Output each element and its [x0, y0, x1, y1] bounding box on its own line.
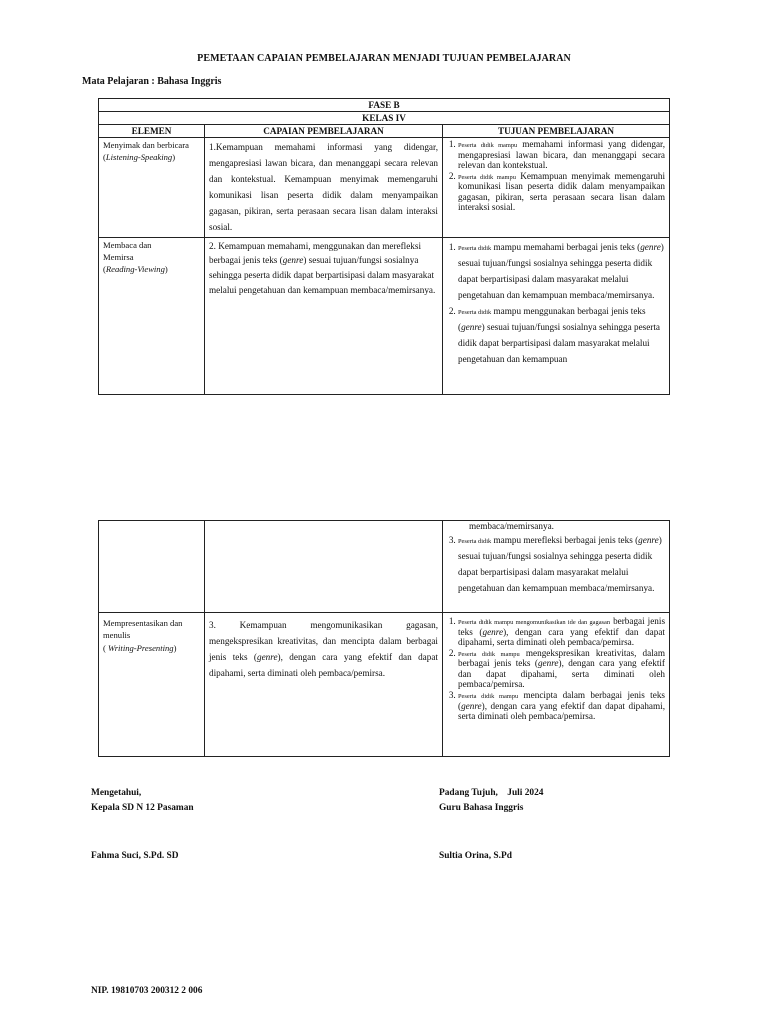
- principal-nip: NIP. 19810703 200312 2 006: [91, 986, 203, 996]
- element-name: Membaca dan: [103, 239, 152, 250]
- list-item: 2. Peserta didik mampu mengekspresikan kreativitas, dalam berbagai jenis teks (genre), dengan cara yang efektif dan dapat dipahami, serta diminati oleh pembaca/pemirsa.: [458, 648, 665, 690]
- phase-row: [99, 99, 670, 112]
- tujuan-cell: [443, 237, 670, 394]
- element-name-2: menulis: [103, 630, 131, 641]
- tujuan-list: [447, 239, 665, 368]
- teacher-role: Guru Bahasa Inggris: [439, 803, 524, 813]
- element-english: (Reading-Viewing): [103, 264, 168, 275]
- phase-cell: FASE B: [99, 99, 670, 112]
- header-tujuan: TUJUAN PEMBELAJARAN: [443, 125, 670, 138]
- acknowledged-label: Mengetahui,: [91, 788, 142, 798]
- capaian-cell: 3. Kemampuan mengomunikasikan gagasan, mengekspresikan kreativitas, dan mencipta dalam berbagai jenis teks (genre), dengan cara yang efektif dan dapat dipahami, serta diminati oleh pembaca/pemirsa.: [205, 613, 443, 757]
- list-item: 1. Peserta didik mampu mengomunikasikan ide dan gagasan berbagai jenis teks (genre), dengan cara yang efektif dan dapat dipahami, serta diminati oleh pembaca/pemirsa.: [458, 616, 665, 648]
- table-row: [99, 237, 670, 394]
- list-item: 3. Peserta didik mampu mencipta dalam berbagai jenis teks (genre), dengan cara yang efektif dan dapat dipahami, serta diminati oleh pembaca/pemirsa.: [458, 690, 665, 722]
- grade-row: [99, 112, 670, 125]
- tujuan-cell: [443, 521, 670, 613]
- header-row: [99, 125, 670, 138]
- capaian-cell-empty: [205, 521, 443, 613]
- subject-label: Mata Pelajaran : Bahasa Inggris: [82, 76, 222, 87]
- capaian-cell: 2. Kemampuan memahami, menggunakan dan merefleksi berbagai jenis teks (genre) sesuai tujuan/fungsi sosialnya sehingga peserta didik dapat berpartisipasi dalam masyarakat melalui pengetahuan dan kemampuan membaca/memirsanya.: [205, 237, 443, 394]
- list-item: 1. Peserta didik mampu memahami informasi yang didengar, mengapresiasi lawan bicara, dan menanggapi secara relevan dan kontekstual.: [458, 139, 665, 171]
- element-name-2: Memirsa: [103, 252, 134, 263]
- header-elemen: ELEMEN: [99, 125, 205, 138]
- element-cell-empty: [99, 521, 205, 613]
- tujuan-cell: [443, 138, 670, 238]
- tujuan-list: [447, 616, 665, 722]
- header-capaian: CAPAIAN PEMBELAJARAN: [205, 125, 443, 138]
- table-row: [99, 613, 670, 757]
- tujuan-cell: [443, 613, 670, 757]
- capaian-cell: 1.Kemampuan memahami informasi yang didengar, mengapresiasi lawan bicara, dan menanggapi secara relevan dan kontekstual. Kemampuan menyimak memengaruhi komunikasi lisan peserta didik dalam menyampaikan gagasan, pikiran, serta perasaan secara lisan dalam interaksi sosial.: [205, 138, 443, 238]
- tujuan-list: [447, 532, 665, 596]
- document-title: PEMETAAN CAPAIAN PEMBELAJARAN MENJADI TUJUAN PEMBELAJARAN: [197, 53, 571, 64]
- list-item: 2. Peserta didik mampu menggunakan berbagai jenis teks (genre) sesuai tujuan/fungsi sosialnya sehingga peserta didik dapat berpartisipasi dalam masyarakat melalui pengetahuan dan kemampuan: [458, 303, 665, 367]
- table-row: [99, 521, 670, 613]
- list-item: 3. Peserta didik mampu merefleksi berbagai jenis teks (genre) sesuai tujuan/fungsi sosialnya sehingga peserta didik dapat berpartisipasi dalam masyarakat melalui pengetahuan dan kemampuan membaca/memirsanya.: [458, 532, 665, 596]
- tujuan-list: [447, 139, 665, 213]
- table-row: [99, 138, 670, 238]
- element-name: Menyimak dan berbicara: [103, 140, 189, 150]
- principal-role: Kepala SD N 12 Pasaman: [91, 803, 194, 813]
- element-cell: [99, 237, 205, 394]
- list-item: 1. Peserta didik mampu memahami berbagai jenis teks (genre) sesuai tujuan/fungsi sosialnya sehingga peserta didik dapat berpartisipasi dalam masyarakat melalui pengetahuan dan kemampuan membaca/memirsanya.: [458, 239, 665, 303]
- element-cell: [99, 613, 205, 757]
- principal-name: Fahma Suci, S.Pd. SD: [91, 851, 179, 861]
- grade-cell: KELAS IV: [99, 112, 670, 125]
- element-cell: [99, 138, 205, 238]
- element-english: ( Writing-Presenting): [103, 642, 177, 653]
- element-english: (Listening-Speaking): [103, 152, 176, 163]
- element-name: Mempresentasikan dan: [103, 618, 183, 628]
- list-item: 2. Peserta didik mampu Kemampuan menyimak memengaruhi komunikasi lisan peserta didik dalam menyampaikan gagasan, pikiran, serta perasaan secara lisan dalam interaksi sosial.: [458, 171, 665, 213]
- mapping-table-continued: [98, 520, 670, 757]
- teacher-name: Sultia Orina, S.Pd: [439, 851, 512, 861]
- mapping-table: [98, 98, 670, 395]
- place-date: Padang Tujuh, Juli 2024: [439, 788, 544, 798]
- tujuan-carryover: membaca/memirsanya.: [469, 521, 554, 531]
